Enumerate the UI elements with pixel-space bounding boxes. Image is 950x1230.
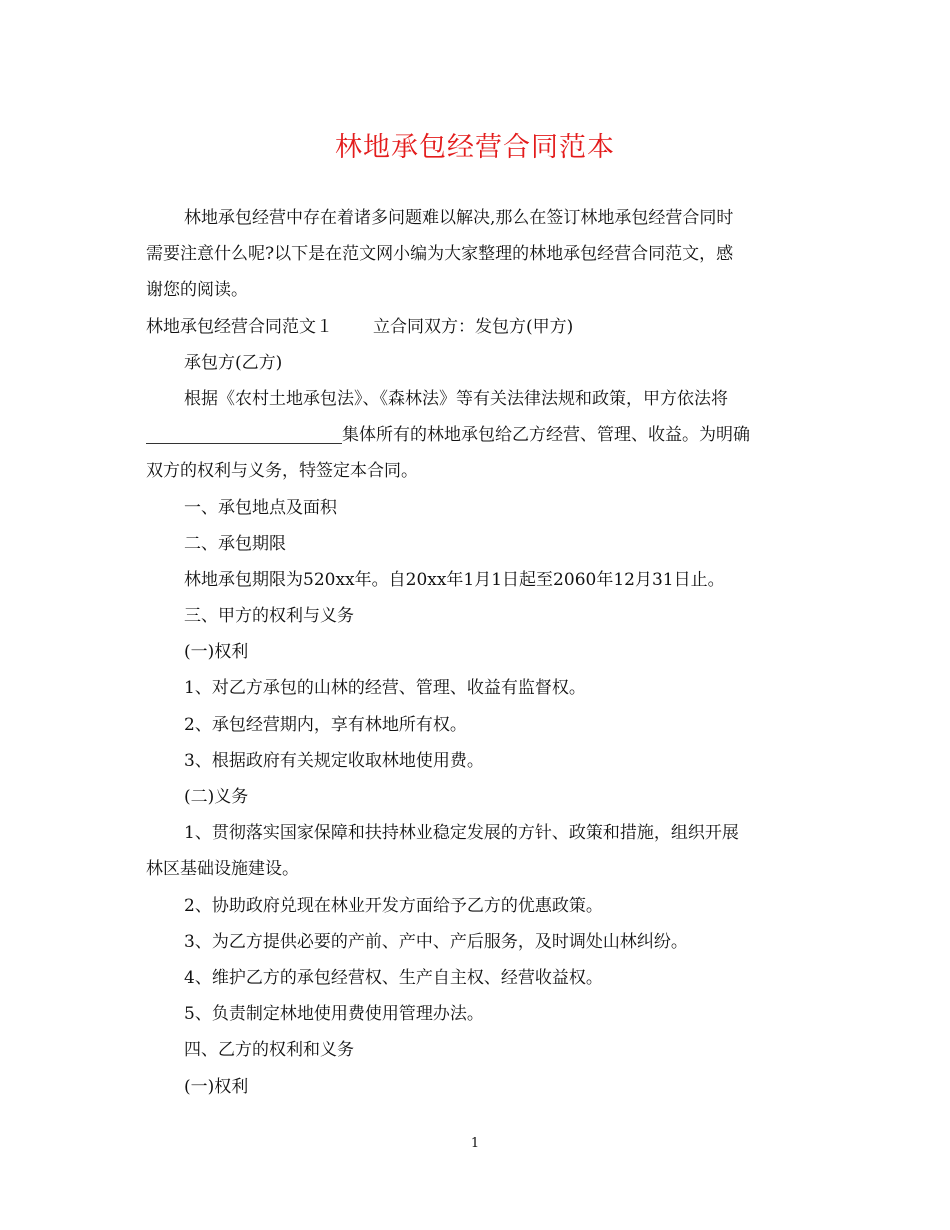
list-item: 1、贯彻落实国家保障和扶持林业稳定发展的方针、政策和措施，组织开展 [184,823,739,844]
sample-heading-line [146,309,796,345]
intro-paragraph-line: 需要注意什么呢?以下是在范文网小编为大家整理的林地承包经营合同范文，感 [146,244,734,265]
section-heading: 三、甲方的权利与义务 [184,606,354,627]
list-item: 3、为乙方提供必要的产前、产中、产后服务，及时调处山林纠纷。 [184,931,688,952]
basis-paragraph-line: 双方的权利与义务，特签定本合同。 [146,461,418,482]
basis-paragraph-line [146,417,796,453]
document-body [146,200,796,1105]
subsection-heading: (一)权利 [184,642,249,663]
parties-line: 立合同双方：发包方(甲方) [373,316,574,337]
section-heading: 二、承包期限 [184,533,286,554]
section-heading: 一、承包地点及面积 [184,497,337,518]
fill-in-blank [146,421,342,444]
basis-paragraph-line: 根据《农村土地承包法》、《森林法》等有关法律法规和政策，甲方依法将 [184,388,728,409]
list-item: 1、对乙方承包的山林的经营、管理、收益有监督权。 [184,678,586,699]
basis-text: 集体所有的林地承包给乙方经营、管理、收益。为明确 [342,425,750,446]
term-line: 林地承包期限为520xx年。自20xx年1月1日起至2060年12月31日止。 [184,569,725,590]
intro-paragraph-line: 林地承包经营中存在着诸多问题难以解决,那么在签订林地承包经营合同时 [184,208,734,228]
subsection-heading: (一)权利 [184,1076,249,1097]
section-heading: 四、乙方的权利和义务 [184,1040,354,1061]
list-item-continued: 林区基础设施建设。 [146,859,299,880]
list-item: 4、维护乙方的承包经营权、生产自主权、经营收益权。 [184,967,603,988]
subsection-heading: (二)义务 [184,787,249,807]
list-item: 2、承包经营期内，享有林地所有权。 [184,714,467,735]
list-item: 3、根据政府有关规定收取林地使用费。 [184,750,484,771]
party-b-line: 承包方(乙方) [184,352,283,373]
sample-heading: 林地承包经营合同范文１ [146,316,333,337]
list-item: 5、负责制定林地使用费使用管理办法。 [184,1004,484,1025]
page-number: 1 [470,1136,480,1151]
intro-paragraph-line: 谢您的阅读。 [146,280,248,301]
list-item: 2、协助政府兑现在林业开发方面给予乙方的优惠政策。 [184,895,603,916]
document-title: 林地承包经营合同范本 [335,132,615,163]
